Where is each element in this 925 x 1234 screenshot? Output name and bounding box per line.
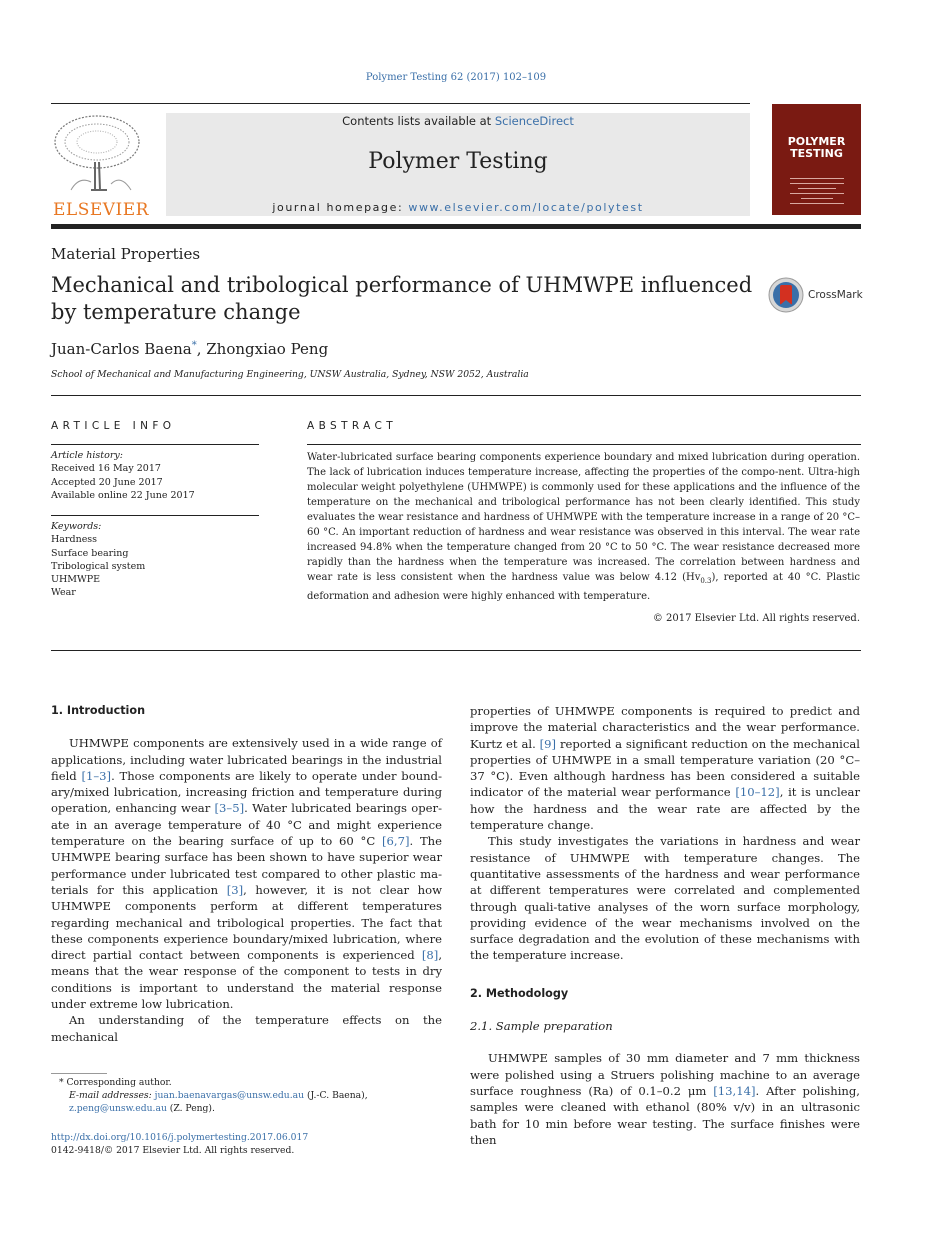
affiliation: School of Mechanical and Manufacturing Engineering, UNSW Australia, Sydney, NSW 2052, Australia — [51, 369, 529, 380]
body-column-right — [470, 703, 860, 1148]
issn-copyright: 0142-9418/© 2017 Elsevier Ltd. All rights reserved. — [51, 1145, 295, 1156]
elsevier-wordmark: ELSEVIER — [53, 200, 149, 220]
abstract-rule — [307, 444, 861, 445]
article-history: Article history: Received 16 May 2017 Accepted 20 June 2017 Available online 22 June 2017 — [51, 450, 195, 501]
citation-link[interactable]: [3] — [226, 882, 244, 897]
section-heading: 1. Introduction — [51, 704, 146, 717]
crossmark-badge[interactable] — [768, 277, 863, 315]
citation-link[interactable]: [10–12] — [735, 785, 780, 800]
footnote: * Corresponding author. E-mail addresses: juan.baenavargas@unsw.edu.au (J.-C. Baena), z.peng@unsw.edu.au (Z. Peng). — [59, 1077, 368, 1114]
keyword: Surface bearing — [51, 547, 129, 559]
citation-link[interactable]: [8] — [421, 948, 439, 963]
paragraph: UHMWPE samples of 30 mm diameter and 7 mm thickness were polished using a Struers polishing machine to an average surface roughness (Ra) of 0.1–0.2 μm [13,14]. After polishing, samples were cleaned with ethanol (80% v/v) in an ultrasonic bath for 10 min before wear testing. The surface finishes were then — [470, 1051, 860, 1147]
section-rule — [51, 395, 861, 396]
corresponding-mark[interactable]: * — [191, 340, 197, 351]
author-name[interactable]: Zhongxiao Peng — [206, 340, 329, 358]
journal-homepage: journal homepage: www.elsevier.com/locate/polytest — [272, 201, 644, 214]
email-link[interactable]: juan.baenavargas@unsw.edu.au — [154, 1090, 305, 1101]
section-rule — [51, 650, 861, 651]
keywords: Keywords: Hardness Surface bearing Tribological system UHMWPE Wear — [51, 521, 146, 599]
citation-link[interactable]: [6,7] — [382, 834, 410, 849]
author-list: Juan-Carlos Baena*, Zhongxiao Peng — [51, 340, 329, 358]
homepage-link[interactable]: www.elsevier.com/locate/polytest — [408, 201, 644, 214]
info-rule — [51, 515, 259, 516]
journal-banner — [166, 113, 750, 216]
received-date: Received 16 May 2017 — [51, 463, 161, 475]
article-section: Material Properties — [51, 245, 201, 263]
info-rule — [51, 444, 259, 445]
citation-link[interactable]: [3–5] — [214, 801, 245, 816]
paragraph: UHMWPE components are extensively used in a wide range of applications, including water lubricated bearings in the industrial field [1–3]. Those components are likely to operate under bound-ary/mixed lubrication, increasing friction and temperature during operation, enhancing wear [3–5]. Water lubricated bearings oper-ate in an average temperature of 40 °C and might experience temperature on the bearing surface of up to 60 °C [6,7]. The UHMWPE bearing surface has been shown to have superior wear performance under lubricated test compared to other plastic ma-terials for this application [3], however, it is not clear how UHMWPE components perform at different temperatures regarding mechanical and tribological properties. The fact that these components experience boundary/mixed lubrication, where direct partial contact between components is experienced [8], means that the wear response of the component to tests in dry conditions is important to understand the material response under extreme low lubrication. — [51, 736, 443, 1012]
paragraph: properties of UHMWPE components is required to predict and improve the material characteristics and the wear performance. Kurtz et al. [9] reported a significant reduction on the mechanical properties of UHMWPE in a small temperature variation (20 °C–37 °C). Even although hardness has been considered a suitable indicator of the material wear performance [10–12], it is unclear how the hardness and the wear rate are affected by the temperature change. — [470, 704, 860, 833]
email-link[interactable]: z.peng@unsw.edu.au — [69, 1103, 167, 1114]
header-thick-rule — [51, 224, 861, 229]
paragraph: An understanding of the temperature effects on the mechanical — [51, 1013, 442, 1044]
elsevier-logo[interactable] — [51, 112, 149, 220]
sciencedirect-link[interactable]: ScienceDirect — [494, 114, 574, 128]
abstract-heading: ABSTRACT — [307, 420, 398, 432]
journal-cover[interactable] — [772, 104, 861, 215]
abstract-copyright: © 2017 Elsevier Ltd. All rights reserved. — [652, 613, 860, 624]
footnote-rule — [51, 1073, 107, 1074]
crossmark-label: CrossMark — [808, 289, 863, 301]
doi-block — [51, 1131, 308, 1157]
keyword: Tribological system — [51, 560, 146, 572]
cover-title: POLYMER TESTING — [787, 135, 846, 160]
keyword: UHMWPE — [51, 574, 101, 586]
keyword: Hardness — [51, 534, 98, 546]
section-heading: 2. Methodology — [470, 986, 569, 1000]
author-name[interactable]: Juan-Carlos Baena — [51, 340, 192, 358]
online-date: Available online 22 June 2017 — [51, 489, 195, 501]
article-title: Mechanical and tribological performance of UHMWPE influenced by temperature change — [51, 273, 753, 324]
abstract-text: Water-lubricated surface bearing components experience boundary and mixed lubrication during operation. The lack of lubrication induces temperature increase, affecting the properties of the compo-nent. Ultra-high molecular weight polyethylene (UHMWPE) is commonly used for these applications and the influence of the temperature on the mechanical and tribological performance has not been clearly identified. This study evaluates the wear resistance and hardness of UHMWPE with the temperature increase in a range of 20 °C–60 °C. An important reduction of hardness and wear resistance was observed in this interval. The wear rate increased 94.8% when the temperature changed from 20 °C to 50 °C. The wear resistance decreased more rapidly than the hardness when the temperature was increased. The correlation between hardness and wear rate is less consistent when the hardness value was below 4.12 $(Hv_{0.3})$, reported at 40 °C. Plastic deformation and adhesion were highly enhanced with temperature. — [307, 452, 860, 602]
citation-link[interactable]: [1–3] — [81, 768, 112, 783]
citation-link[interactable]: [13,14] — [713, 1083, 756, 1098]
body-column-left — [51, 703, 442, 1045]
article-info-heading: ARTICLE INFO — [51, 420, 176, 432]
crossmark-icon — [768, 277, 804, 313]
header-rule — [51, 103, 750, 104]
paragraph: This study investigates the variations in hardness and wear resistance of UHMWPE with temperature changes. The quantitative assessments of the hardness and wear performance at different temperatures were correlated and complemented through quali-tative analyses of the worn surface morphology, providing evidence of the wear mechanisms involved on the surface degradation and the evolution of these mechanisms with the temperature increase. — [470, 834, 860, 963]
accepted-date: Accepted 20 June 2017 — [51, 476, 163, 488]
journal-title: Polymer Testing — [368, 149, 548, 174]
citation-link[interactable]: [9] — [539, 736, 557, 751]
keyword: Wear — [51, 587, 76, 599]
elsevier-tree-icon — [51, 112, 143, 194]
contents-line: Contents lists available at ScienceDirect — [342, 114, 574, 128]
journal-reference[interactable]: Polymer Testing 62 (2017) 102–109 — [365, 72, 547, 83]
doi-link[interactable]: http://dx.doi.org/10.1016/j.polymertesting.2017.06.017 — [51, 1132, 309, 1143]
cover-decoration — [790, 178, 844, 208]
subsection-heading: 2.1. Sample preparation — [470, 1019, 613, 1034]
